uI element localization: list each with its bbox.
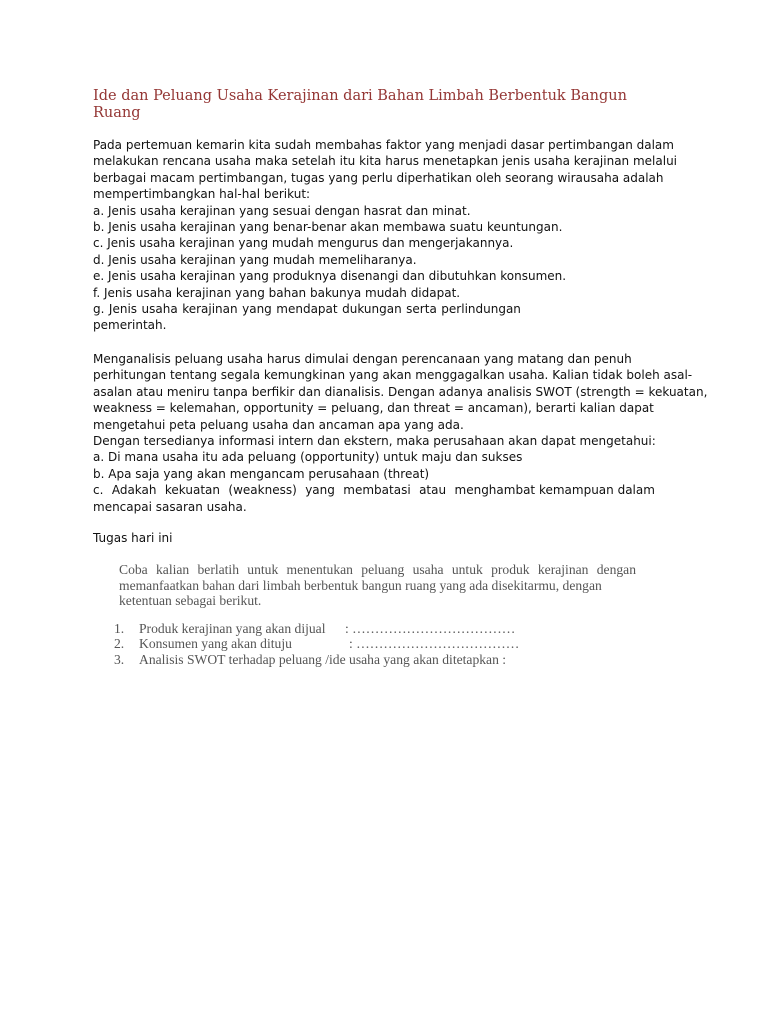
list-item: e. Jenis usaha kerajinan yang produknya disenangi dan dibutuhkan konsumen. xyxy=(93,269,567,284)
text-line: melakukan rencana usaha maka setelah itu kita harus menetapkan jenis usaha kerajinan melalui xyxy=(93,154,678,169)
list-item: b. Apa saja yang akan mengancam perusahaan (threat) xyxy=(93,466,430,481)
list-item: a. Jenis usaha kerajinan yang sesuai dengan hasrat dan minat. xyxy=(93,203,471,218)
item-number: 2. xyxy=(114,636,125,651)
text-line: Menganalisis peluang usaha harus dimulai dengan perencanaan yang matang dan penuh xyxy=(93,352,632,366)
document-title xyxy=(93,88,633,122)
item-label: Konsumen yang akan dituju xyxy=(139,636,292,651)
task-intro xyxy=(119,562,639,609)
text-line: asalan atau meniru tanpa berfikir dan dianalisis. Dengan adanya analisis SWOT (strength = kekuatan, xyxy=(93,384,708,399)
list-item-justified: c. Adakah kekuatan (weakness) yang membatasi atau menghambat kemampuan dalam xyxy=(93,483,655,498)
task-item-product xyxy=(114,621,515,637)
task-item-consumer xyxy=(114,636,519,652)
text-line-justified: Coba kalian berlatih untuk menentukan peluang usaha untuk produk kerajinan dengan xyxy=(119,562,636,577)
text-line: pemerintah. xyxy=(93,318,167,333)
title-line: Ide dan Peluang Usaha Kerajinan dari Bahan Limbah Berbentuk Bangun xyxy=(93,88,627,104)
list-item: f. Jenis usaha kerajinan yang bahan bakunya mudah didapat. xyxy=(93,285,461,300)
text-line: mencapai sasaran usaha. xyxy=(93,499,247,514)
item-blank: : ……………………………… xyxy=(349,636,520,651)
task-heading: Tugas hari ini xyxy=(93,531,173,545)
title-line: Ruang xyxy=(93,105,141,121)
text-line: Dengan tersedianya informasi intern dan ekstern, maka perusahaan akan dapat mengetahui: xyxy=(93,434,656,449)
item-number: 3. xyxy=(114,652,125,667)
list-item-justified: g. Jenis usaha kerajinan yang mendapat dukungan serta perlindungan xyxy=(93,302,521,317)
list-item: b. Jenis usaha kerajinan yang benar-benar akan membawa suatu keuntungan. xyxy=(93,220,563,235)
task-item-swot xyxy=(114,652,506,668)
list-item: a. Di mana usaha itu ada peluang (opportunity) untuk maju dan sukses xyxy=(93,450,523,465)
item-blank: : ……………………………… xyxy=(345,621,516,636)
text-line: mempertimbangkan hal-hal berikut: xyxy=(93,187,311,202)
text-line: weakness = kelemahan, opportunity = peluang, dan threat = ancaman), berarti kalian dapat xyxy=(93,401,654,416)
item-label: Analisis SWOT terhadap peluang /ide usaha yang akan ditetapkan : xyxy=(139,652,507,667)
text-line: memanfaatkan bahan dari limbah berbentuk bangun ruang yang ada disekitarmu, dengan xyxy=(119,577,602,593)
text-line: mengetahui peta peluang usaha dan ancaman apa yang ada. xyxy=(93,417,464,432)
item-label: Produk kerajinan yang akan dijual xyxy=(139,621,326,636)
item-number: 1. xyxy=(114,621,125,636)
text-line: ketentuan sebagai berikut. xyxy=(119,593,262,609)
intro-paragraph xyxy=(93,137,678,334)
list-item: c. Jenis usaha kerajinan yang mudah mengurus dan mengerjakannya. xyxy=(93,236,514,251)
text-line: Pada pertemuan kemarin kita sudah membahas faktor yang menjadi dasar pertimbangan dalam xyxy=(93,138,674,152)
text-line: perhitungan tentang segala kemungkinan yang akan menggagalkan usaha. Kalian tidak boleh asal- xyxy=(93,368,693,383)
list-item: d. Jenis usaha kerajinan yang mudah memeliharanya. xyxy=(93,252,417,267)
analysis-paragraph xyxy=(93,351,708,515)
text-line: berbagai macam pertimbangan, tugas yang perlu diperhatikan oleh seorang wirausaha adalah xyxy=(93,170,664,185)
